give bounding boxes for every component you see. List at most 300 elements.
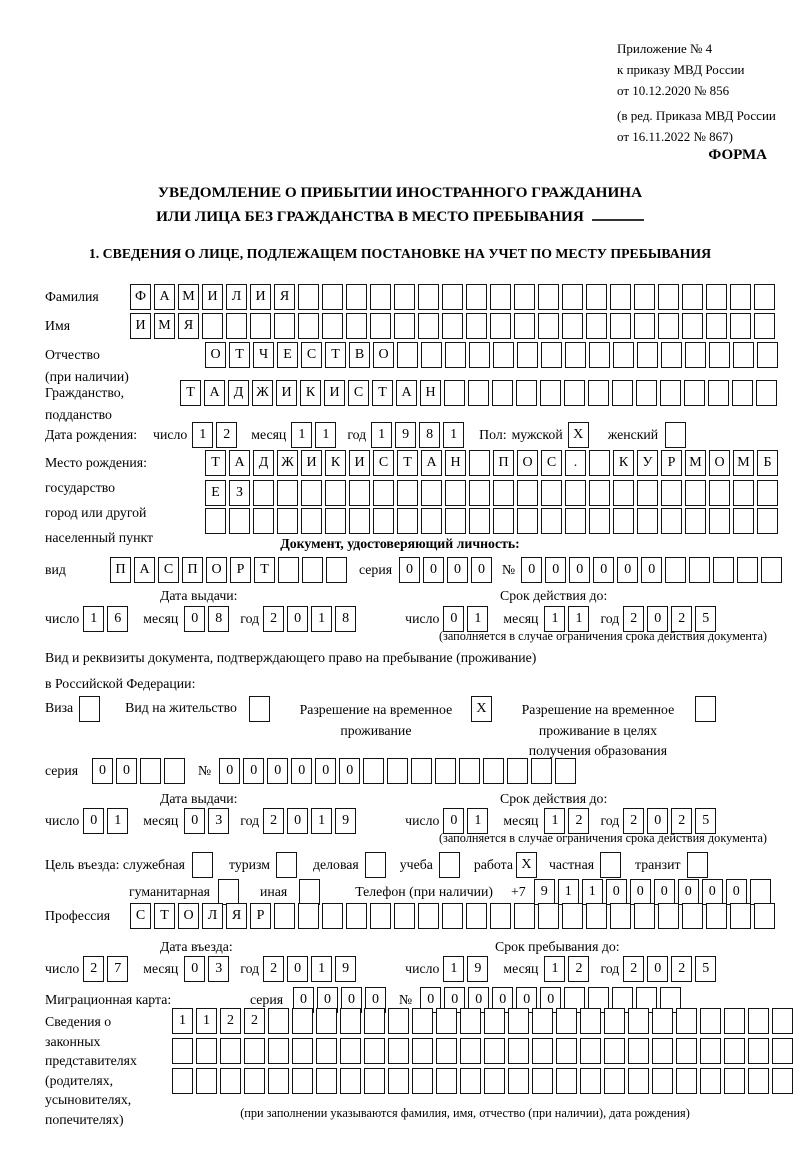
name-char-box[interactable] [730, 313, 751, 339]
representatives-char-box[interactable] [724, 1038, 745, 1064]
other-checkbox-wrap[interactable] [299, 879, 323, 905]
representatives-char-box[interactable] [172, 1068, 193, 1094]
doc-type-char-box[interactable]: Т [254, 557, 275, 583]
res-issue-month-box[interactable]: 0 [184, 808, 205, 834]
doc-type-char-box[interactable]: П [110, 557, 131, 583]
representatives-boxes-2[interactable] [172, 1038, 796, 1064]
representatives-char-box[interactable] [460, 1038, 481, 1064]
patronymic-char-box[interactable] [709, 342, 730, 368]
citizenship-char-box[interactable]: И [324, 380, 345, 406]
patronymic-char-box[interactable]: Т [325, 342, 346, 368]
representatives-boxes-3[interactable] [172, 1068, 796, 1094]
name-char-box[interactable] [466, 313, 487, 339]
representatives-char-box[interactable] [172, 1038, 193, 1064]
birth-year-box[interactable]: 9 [395, 422, 416, 448]
res-valid-month-box[interactable]: 2 [568, 808, 589, 834]
name-char-box[interactable] [394, 313, 415, 339]
representatives-char-box[interactable] [460, 1068, 481, 1094]
res-number-box[interactable] [435, 758, 456, 784]
birth-place-char-box[interactable] [277, 480, 298, 506]
profession-char-box[interactable] [466, 903, 487, 929]
birth-place-char-box[interactable] [349, 508, 370, 534]
surname-char-box[interactable] [586, 284, 607, 310]
res-valid-year-box[interactable]: 0 [647, 808, 668, 834]
citizenship-char-box[interactable] [636, 380, 657, 406]
citizenship-char-box[interactable] [492, 380, 513, 406]
birth-place-char-box[interactable] [373, 508, 394, 534]
other-purpose-checkbox[interactable] [299, 879, 320, 905]
representatives-char-box[interactable] [700, 1038, 721, 1064]
citizenship-char-box[interactable] [660, 380, 681, 406]
res-valid-day-box[interactable]: 1 [467, 808, 488, 834]
birth-place-char-box[interactable] [469, 450, 490, 476]
profession-char-box[interactable] [274, 903, 295, 929]
res-number-box[interactable] [459, 758, 480, 784]
res-issue-year-box[interactable]: 2 [263, 808, 284, 834]
representatives-char-box[interactable]: 2 [244, 1008, 265, 1034]
citizenship-char-box[interactable] [684, 380, 705, 406]
representatives-char-box[interactable] [268, 1008, 289, 1034]
res-valid-year-box[interactable]: 2 [671, 808, 692, 834]
name-char-box[interactable] [610, 313, 631, 339]
birth-place-char-box[interactable] [661, 480, 682, 506]
birth-place-char-box[interactable] [613, 480, 634, 506]
birth-place-char-box[interactable] [373, 480, 394, 506]
name-char-box[interactable] [586, 313, 607, 339]
birth-place-char-box[interactable] [685, 480, 706, 506]
citizenship-char-box[interactable] [444, 380, 465, 406]
surname-char-box[interactable] [682, 284, 703, 310]
profession-char-box[interactable] [610, 903, 631, 929]
birth-place-char-box[interactable] [589, 450, 610, 476]
res-number-box[interactable] [411, 758, 432, 784]
study-checkbox[interactable] [439, 852, 460, 878]
birth-place-boxes-3[interactable] [205, 508, 781, 534]
patronymic-char-box[interactable]: В [349, 342, 370, 368]
entry-year-box[interactable]: 9 [335, 956, 356, 982]
name-char-box[interactable] [514, 313, 535, 339]
transit-checkbox[interactable] [687, 852, 708, 878]
doc-number-box[interactable] [737, 557, 758, 583]
birth-place-char-box[interactable] [565, 508, 586, 534]
mig-number-box[interactable]: 0 [444, 987, 465, 1013]
surname-char-box[interactable] [658, 284, 679, 310]
entry-year-box[interactable]: 2 [263, 956, 284, 982]
citizenship-char-box[interactable] [732, 380, 753, 406]
birth-place-char-box[interactable] [397, 480, 418, 506]
birth-place-char-box[interactable] [517, 480, 538, 506]
representatives-char-box[interactable] [772, 1008, 793, 1034]
patronymic-char-box[interactable]: О [205, 342, 226, 368]
representatives-char-box[interactable] [580, 1038, 601, 1064]
birth-place-char-box[interactable]: П [493, 450, 514, 476]
birth-place-char-box[interactable] [613, 508, 634, 534]
doc-type-boxes[interactable] [110, 557, 350, 583]
res-issue-month-box[interactable]: 3 [208, 808, 229, 834]
birth-place-char-box[interactable] [637, 508, 658, 534]
doc-type-char-box[interactable]: С [158, 557, 179, 583]
birth-place-char-box[interactable] [493, 480, 514, 506]
representatives-char-box[interactable] [316, 1008, 337, 1034]
name-char-box[interactable] [226, 313, 247, 339]
representatives-char-box[interactable] [508, 1068, 529, 1094]
doc-issue-month-box[interactable]: 0 [184, 606, 205, 632]
mig-number-box[interactable]: 0 [540, 987, 561, 1013]
doc-type-char-box[interactable]: А [134, 557, 155, 583]
profession-char-box[interactable] [754, 903, 775, 929]
citizenship-char-box[interactable]: Т [372, 380, 393, 406]
representatives-char-box[interactable] [316, 1068, 337, 1094]
res-number-box[interactable] [387, 758, 408, 784]
doc-number-box[interactable]: 0 [569, 557, 590, 583]
stay-year-box[interactable]: 5 [695, 956, 716, 982]
doc-issue-day-box[interactable]: 6 [107, 606, 128, 632]
surname-char-box[interactable] [754, 284, 775, 310]
stay-day-box[interactable]: 1 [443, 956, 464, 982]
birth-place-char-box[interactable] [445, 508, 466, 534]
res-issue-day-box[interactable]: 1 [107, 808, 128, 834]
entry-month-boxes[interactable] [184, 956, 232, 982]
citizenship-char-box[interactable] [756, 380, 777, 406]
business-checkbox-wrap[interactable] [365, 852, 389, 878]
representatives-char-box[interactable] [340, 1068, 361, 1094]
birth-place-char-box[interactable]: И [349, 450, 370, 476]
doc-valid-day-box[interactable]: 1 [467, 606, 488, 632]
birth-year-boxes[interactable] [371, 422, 467, 448]
entry-year-box[interactable]: 1 [311, 956, 332, 982]
name-char-box[interactable] [274, 313, 295, 339]
birth-place-char-box[interactable] [229, 508, 250, 534]
representatives-char-box[interactable] [724, 1008, 745, 1034]
birth-place-char-box[interactable]: И [301, 450, 322, 476]
res-number-box[interactable]: 0 [315, 758, 336, 784]
citizenship-char-box[interactable] [564, 380, 585, 406]
patronymic-char-box[interactable]: С [301, 342, 322, 368]
doc-series-boxes[interactable] [399, 557, 495, 583]
patronymic-char-box[interactable] [541, 342, 562, 368]
surname-char-box[interactable] [706, 284, 727, 310]
mig-series-box[interactable]: 0 [317, 987, 338, 1013]
surname-char-box[interactable] [490, 284, 511, 310]
citizenship-char-box[interactable]: К [300, 380, 321, 406]
stay-month-box[interactable]: 1 [544, 956, 565, 982]
citizenship-char-box[interactable]: И [276, 380, 297, 406]
patronymic-char-box[interactable] [565, 342, 586, 368]
representatives-char-box[interactable]: 1 [172, 1008, 193, 1034]
birth-day-box[interactable]: 1 [192, 422, 213, 448]
representatives-char-box[interactable] [436, 1008, 457, 1034]
representatives-char-box[interactable] [412, 1068, 433, 1094]
profession-char-box[interactable]: Р [250, 903, 271, 929]
birth-year-box[interactable]: 8 [419, 422, 440, 448]
citizenship-char-box[interactable]: С [348, 380, 369, 406]
phone-digit-box[interactable]: 0 [726, 879, 747, 905]
profession-char-box[interactable] [322, 903, 343, 929]
name-char-box[interactable] [250, 313, 271, 339]
birth-place-char-box[interactable] [637, 480, 658, 506]
profession-boxes[interactable] [130, 903, 778, 929]
transit-checkbox-wrap[interactable] [687, 852, 711, 878]
representatives-char-box[interactable] [196, 1068, 217, 1094]
birth-place-char-box[interactable] [685, 508, 706, 534]
name-char-box[interactable] [682, 313, 703, 339]
birth-place-char-box[interactable]: С [541, 450, 562, 476]
res-series-box[interactable]: 0 [116, 758, 137, 784]
birth-place-char-box[interactable]: О [517, 450, 538, 476]
patronymic-char-box[interactable] [493, 342, 514, 368]
doc-series-box[interactable]: 0 [471, 557, 492, 583]
doc-series-box[interactable]: 0 [447, 557, 468, 583]
doc-issue-year-box[interactable]: 8 [335, 606, 356, 632]
representatives-char-box[interactable] [412, 1008, 433, 1034]
mig-number-box[interactable]: 0 [468, 987, 489, 1013]
official-checkbox-wrap[interactable] [192, 852, 216, 878]
res-number-box[interactable] [531, 758, 552, 784]
surname-char-box[interactable] [346, 284, 367, 310]
stay-year-box[interactable]: 0 [647, 956, 668, 982]
name-char-box[interactable]: М [154, 313, 175, 339]
birth-place-char-box[interactable]: Т [397, 450, 418, 476]
doc-number-box[interactable] [689, 557, 710, 583]
birth-place-char-box[interactable]: Б [757, 450, 778, 476]
patronymic-char-box[interactable]: О [373, 342, 394, 368]
doc-number-boxes[interactable] [521, 557, 785, 583]
representatives-char-box[interactable] [532, 1068, 553, 1094]
entry-year-box[interactable]: 0 [287, 956, 308, 982]
birth-day-boxes[interactable] [192, 422, 240, 448]
representatives-char-box[interactable] [700, 1008, 721, 1034]
profession-char-box[interactable] [634, 903, 655, 929]
res-valid-year-box[interactable]: 2 [623, 808, 644, 834]
representatives-char-box[interactable] [244, 1038, 265, 1064]
mig-series-box[interactable]: 0 [365, 987, 386, 1013]
res-number-box[interactable]: 0 [243, 758, 264, 784]
patronymic-char-box[interactable] [469, 342, 490, 368]
humanitarian-checkbox[interactable] [218, 879, 239, 905]
birth-place-char-box[interactable] [253, 508, 274, 534]
patronymic-char-box[interactable] [421, 342, 442, 368]
representatives-char-box[interactable] [220, 1068, 241, 1094]
res-series-box[interactable] [140, 758, 161, 784]
representatives-char-box[interactable] [268, 1068, 289, 1094]
res-valid-day-box[interactable]: 0 [443, 808, 464, 834]
representatives-char-box[interactable] [580, 1008, 601, 1034]
residence-permit-checkbox[interactable] [249, 696, 270, 722]
representatives-char-box[interactable] [604, 1068, 625, 1094]
name-char-box[interactable]: И [130, 313, 151, 339]
birth-place-char-box[interactable] [661, 508, 682, 534]
surname-boxes[interactable] [130, 284, 778, 310]
representatives-char-box[interactable] [700, 1068, 721, 1094]
doc-type-char-box[interactable] [278, 557, 299, 583]
surname-char-box[interactable]: И [202, 284, 223, 310]
birth-place-char-box[interactable]: Т [205, 450, 226, 476]
birth-place-char-box[interactable] [709, 508, 730, 534]
citizenship-char-box[interactable] [540, 380, 561, 406]
patronymic-char-box[interactable] [757, 342, 778, 368]
citizenship-char-box[interactable]: Д [228, 380, 249, 406]
patronymic-char-box[interactable] [685, 342, 706, 368]
name-char-box[interactable] [298, 313, 319, 339]
representatives-char-box[interactable] [628, 1008, 649, 1034]
mig-series-box[interactable]: 0 [293, 987, 314, 1013]
res-number-box[interactable]: 0 [339, 758, 360, 784]
stay-month-box[interactable]: 2 [568, 956, 589, 982]
birth-place-char-box[interactable] [517, 508, 538, 534]
representatives-char-box[interactable] [652, 1068, 673, 1094]
res-series-boxes[interactable] [92, 758, 188, 784]
phone-digit-box[interactable]: 0 [630, 879, 651, 905]
representatives-char-box[interactable] [748, 1068, 769, 1094]
citizenship-char-box[interactable]: А [396, 380, 417, 406]
profession-char-box[interactable]: О [178, 903, 199, 929]
surname-char-box[interactable] [466, 284, 487, 310]
profession-char-box[interactable] [586, 903, 607, 929]
doc-series-box[interactable]: 0 [399, 557, 420, 583]
birth-place-char-box[interactable] [301, 508, 322, 534]
representatives-char-box[interactable] [220, 1038, 241, 1064]
birth-place-char-box[interactable]: С [373, 450, 394, 476]
private-checkbox[interactable] [600, 852, 621, 878]
representatives-char-box[interactable] [508, 1008, 529, 1034]
stay-year-boxes[interactable] [623, 956, 719, 982]
birth-place-char-box[interactable]: О [709, 450, 730, 476]
representatives-char-box[interactable] [412, 1038, 433, 1064]
res-number-box[interactable] [363, 758, 384, 784]
work-checkbox-wrap[interactable] [516, 852, 540, 878]
profession-char-box[interactable]: С [130, 903, 151, 929]
surname-char-box[interactable] [610, 284, 631, 310]
doc-number-box[interactable]: 0 [545, 557, 566, 583]
citizenship-char-box[interactable]: Н [420, 380, 441, 406]
doc-issue-year-box[interactable]: 1 [311, 606, 332, 632]
doc-issue-month-box[interactable]: 8 [208, 606, 229, 632]
doc-valid-year-box[interactable]: 5 [695, 606, 716, 632]
profession-char-box[interactable] [658, 903, 679, 929]
surname-char-box[interactable]: И [250, 284, 271, 310]
representatives-char-box[interactable] [292, 1038, 313, 1064]
representatives-boxes-1[interactable] [172, 1008, 796, 1034]
citizenship-char-box[interactable] [708, 380, 729, 406]
surname-char-box[interactable] [322, 284, 343, 310]
profession-char-box[interactable] [730, 903, 751, 929]
res-issue-year-box[interactable]: 1 [311, 808, 332, 834]
name-char-box[interactable] [322, 313, 343, 339]
patronymic-char-box[interactable] [397, 342, 418, 368]
birth-place-char-box[interactable] [709, 480, 730, 506]
name-char-box[interactable] [490, 313, 511, 339]
profession-char-box[interactable]: Я [226, 903, 247, 929]
citizenship-boxes[interactable] [180, 380, 780, 406]
representatives-char-box[interactable] [676, 1008, 697, 1034]
birth-place-char-box[interactable] [541, 480, 562, 506]
humanitarian-checkbox-wrap[interactable] [218, 879, 242, 905]
male-checkbox[interactable]: X [568, 422, 589, 448]
surname-char-box[interactable] [442, 284, 463, 310]
birth-place-char-box[interactable] [733, 508, 754, 534]
birth-place-char-box[interactable] [325, 508, 346, 534]
profession-char-box[interactable] [562, 903, 583, 929]
surname-char-box[interactable] [538, 284, 559, 310]
doc-number-box[interactable] [761, 557, 782, 583]
representatives-char-box[interactable] [604, 1038, 625, 1064]
representatives-char-box[interactable] [460, 1008, 481, 1034]
birth-place-char-box[interactable]: К [613, 450, 634, 476]
patronymic-char-box[interactable] [589, 342, 610, 368]
birth-place-char-box[interactable] [493, 508, 514, 534]
birth-place-char-box[interactable]: А [421, 450, 442, 476]
representatives-char-box[interactable] [388, 1008, 409, 1034]
res-number-boxes[interactable] [219, 758, 579, 784]
doc-type-char-box[interactable]: П [182, 557, 203, 583]
birth-place-char-box[interactable]: У [637, 450, 658, 476]
representatives-char-box[interactable] [388, 1068, 409, 1094]
birth-place-char-box[interactable] [757, 508, 778, 534]
doc-valid-month-box[interactable]: 1 [544, 606, 565, 632]
birth-day-box[interactable]: 2 [216, 422, 237, 448]
representatives-char-box[interactable] [628, 1038, 649, 1064]
birth-place-char-box[interactable] [565, 480, 586, 506]
birth-month-boxes[interactable] [291, 422, 339, 448]
phone-digit-box[interactable]: 0 [678, 879, 699, 905]
res-number-box[interactable]: 0 [291, 758, 312, 784]
entry-day-box[interactable]: 2 [83, 956, 104, 982]
surname-char-box[interactable] [514, 284, 535, 310]
birth-place-char-box[interactable] [421, 508, 442, 534]
doc-issue-day-box[interactable]: 1 [83, 606, 104, 632]
representatives-char-box[interactable] [316, 1038, 337, 1064]
stay-year-box[interactable]: 2 [671, 956, 692, 982]
tourism-checkbox-wrap[interactable] [276, 852, 300, 878]
surname-char-box[interactable]: Я [274, 284, 295, 310]
patronymic-char-box[interactable] [661, 342, 682, 368]
name-char-box[interactable]: Я [178, 313, 199, 339]
representatives-char-box[interactable] [364, 1008, 385, 1034]
birth-place-char-box[interactable]: А [229, 450, 250, 476]
res-series-box[interactable]: 0 [92, 758, 113, 784]
birth-place-char-box[interactable] [277, 508, 298, 534]
female-checkbox-wrap[interactable] [665, 422, 689, 448]
doc-type-char-box[interactable] [302, 557, 323, 583]
mig-number-box[interactable]: 0 [492, 987, 513, 1013]
representatives-char-box[interactable] [388, 1038, 409, 1064]
phone-digit-box[interactable]: 0 [702, 879, 723, 905]
representatives-char-box[interactable] [436, 1038, 457, 1064]
res-valid-month-box[interactable]: 1 [544, 808, 565, 834]
res-number-box[interactable]: 0 [219, 758, 240, 784]
representatives-char-box[interactable] [436, 1068, 457, 1094]
representatives-char-box[interactable] [484, 1068, 505, 1094]
representatives-char-box[interactable] [292, 1008, 313, 1034]
representatives-char-box[interactable] [748, 1038, 769, 1064]
doc-valid-month-box[interactable]: 1 [568, 606, 589, 632]
birth-place-char-box[interactable] [349, 480, 370, 506]
visa-checkbox-wrap[interactable] [79, 696, 103, 722]
birth-place-char-box[interactable] [541, 508, 562, 534]
doc-number-box[interactable]: 0 [593, 557, 614, 583]
birth-place-char-box[interactable]: Д [253, 450, 274, 476]
birth-year-box[interactable]: 1 [371, 422, 392, 448]
name-char-box[interactable] [706, 313, 727, 339]
surname-char-box[interactable] [562, 284, 583, 310]
citizenship-char-box[interactable]: Ж [252, 380, 273, 406]
profession-char-box[interactable]: Л [202, 903, 223, 929]
representatives-char-box[interactable] [724, 1068, 745, 1094]
name-char-box[interactable] [754, 313, 775, 339]
birth-place-char-box[interactable]: М [685, 450, 706, 476]
entry-day-boxes[interactable] [83, 956, 131, 982]
doc-valid-day-box[interactable]: 0 [443, 606, 464, 632]
